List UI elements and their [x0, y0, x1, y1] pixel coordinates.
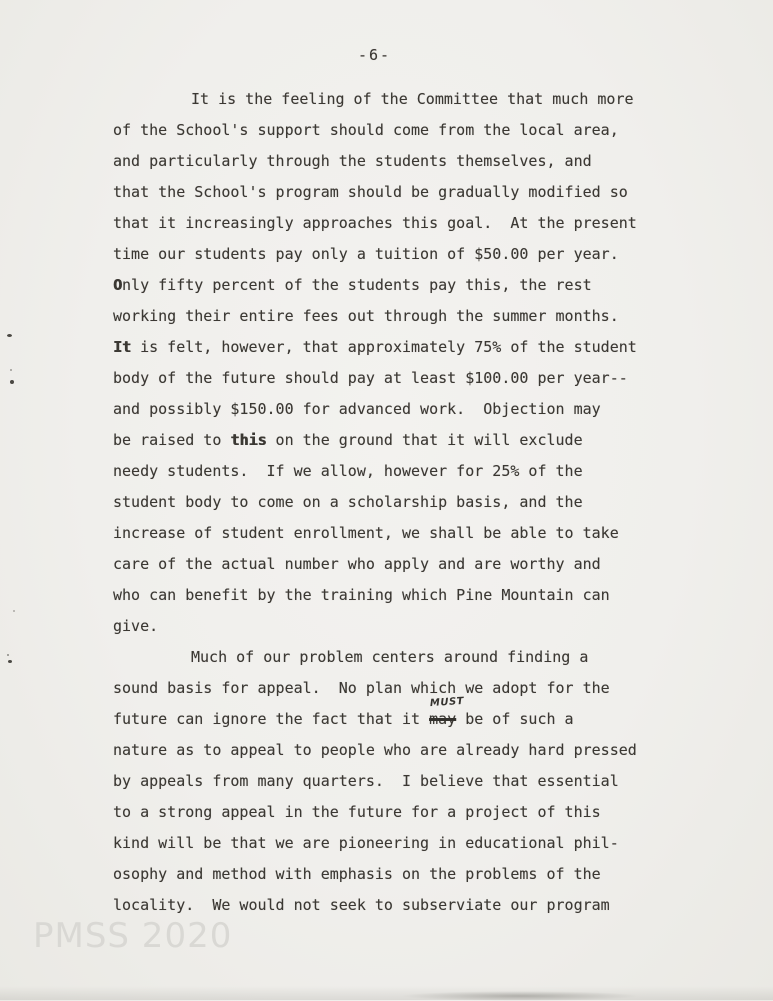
text-segment: future can ignore the fact that it: [113, 710, 430, 728]
dust-speck: [10, 380, 14, 384]
dust-speck: [7, 334, 12, 337]
text-segment: increase of student enrollment, we shall be able to take: [113, 524, 619, 542]
dust-speck: [10, 369, 12, 371]
text-segment: care of the actual number who apply and are worthy and: [113, 555, 601, 573]
text-segment: nature as to appeal to people who are already hard pressed: [113, 741, 637, 759]
document-line: [113, 177, 713, 208]
document-line: [113, 797, 713, 828]
text-segment: kind will be that we are pioneering in educational phil-: [113, 834, 619, 852]
document-line: [113, 766, 713, 797]
document-line: [113, 673, 713, 704]
text-segment: and possibly $150.00 for advanced work. Objection may: [113, 400, 601, 418]
text-segment: locality. We would not seek to subserviate our program: [113, 896, 610, 914]
text-segment: needy students. If we allow, however for 25% of the: [113, 462, 583, 480]
document-line: [113, 828, 713, 859]
document-line: [113, 425, 713, 456]
document-line: [113, 394, 713, 425]
text-segment: be raised to: [113, 431, 231, 449]
document-line: [113, 859, 713, 890]
text-segment: of the School's support should come from the local area,: [113, 121, 619, 139]
text-segment: nly fifty percent of the students pay this, the rest: [122, 276, 592, 294]
text-segment: and particularly through the students themselves, and: [113, 152, 592, 170]
text-segment: to a strong appeal in the future for a project of this: [113, 803, 601, 821]
document-line: [113, 518, 713, 549]
text-segment: osophy and method with emphasis on the problems of the: [113, 865, 601, 883]
text-segment: It: [113, 338, 132, 356]
document-line: [113, 363, 713, 394]
typewritten-text: [113, 84, 713, 921]
document-line: [113, 146, 713, 177]
struck-word: may MUST: [429, 695, 465, 728]
document-line: [113, 611, 713, 642]
document-line: [113, 115, 713, 146]
document-line: [113, 487, 713, 518]
text-segment: time our students pay only a tuition of $50.00 per year.: [113, 245, 619, 263]
text-segment: It is the feeling of the Committee that much more: [191, 90, 634, 108]
document-line: [113, 580, 713, 611]
text-segment: working their entire fees out through the summer months.: [113, 307, 619, 325]
text-segment: Much of our problem centers around finding a: [191, 648, 589, 666]
dust-speck: [13, 610, 15, 612]
document-line: [113, 735, 713, 766]
document-line: [113, 456, 713, 487]
text-segment: is felt, however, that approximately 75% of the student: [131, 338, 637, 356]
dust-speck: [8, 660, 12, 663]
watermark: PMSS 2020: [33, 916, 233, 956]
text-segment: who can benefit by the training which Pine Mountain can: [113, 586, 610, 604]
dust-speck: [7, 654, 9, 656]
text-segment: that it increasingly approaches this goal. At the present: [113, 214, 637, 232]
document-line: [113, 239, 713, 270]
text-segment: by appeals from many quarters. I believe that essential: [113, 772, 619, 790]
text-segment: this: [230, 431, 267, 449]
text-segment: that the School's program should be gradually modified so: [113, 183, 628, 201]
document-line: [113, 84, 713, 115]
text-segment: be of such a: [456, 710, 574, 728]
text-segment: student body to come on a scholarship basis, and the: [113, 493, 583, 511]
document-line: [113, 208, 713, 239]
text-segment: on the ground that it will exclude: [266, 431, 583, 449]
document-line: [113, 549, 713, 580]
document-line: [113, 695, 713, 735]
text-segment: give.: [113, 617, 159, 635]
document-line: [113, 642, 713, 673]
document-line: [113, 301, 713, 332]
document-line: [113, 332, 713, 363]
document-line: [113, 270, 713, 301]
text-segment: body of the future should pay at least $100.00 per year--: [113, 369, 628, 387]
text-segment: O: [113, 276, 123, 294]
text-segment: sound basis for appeal. No plan which we adopt for the: [113, 679, 610, 697]
handwritten-insertion: MUST: [429, 695, 465, 710]
page-number: -6-: [357, 46, 392, 64]
